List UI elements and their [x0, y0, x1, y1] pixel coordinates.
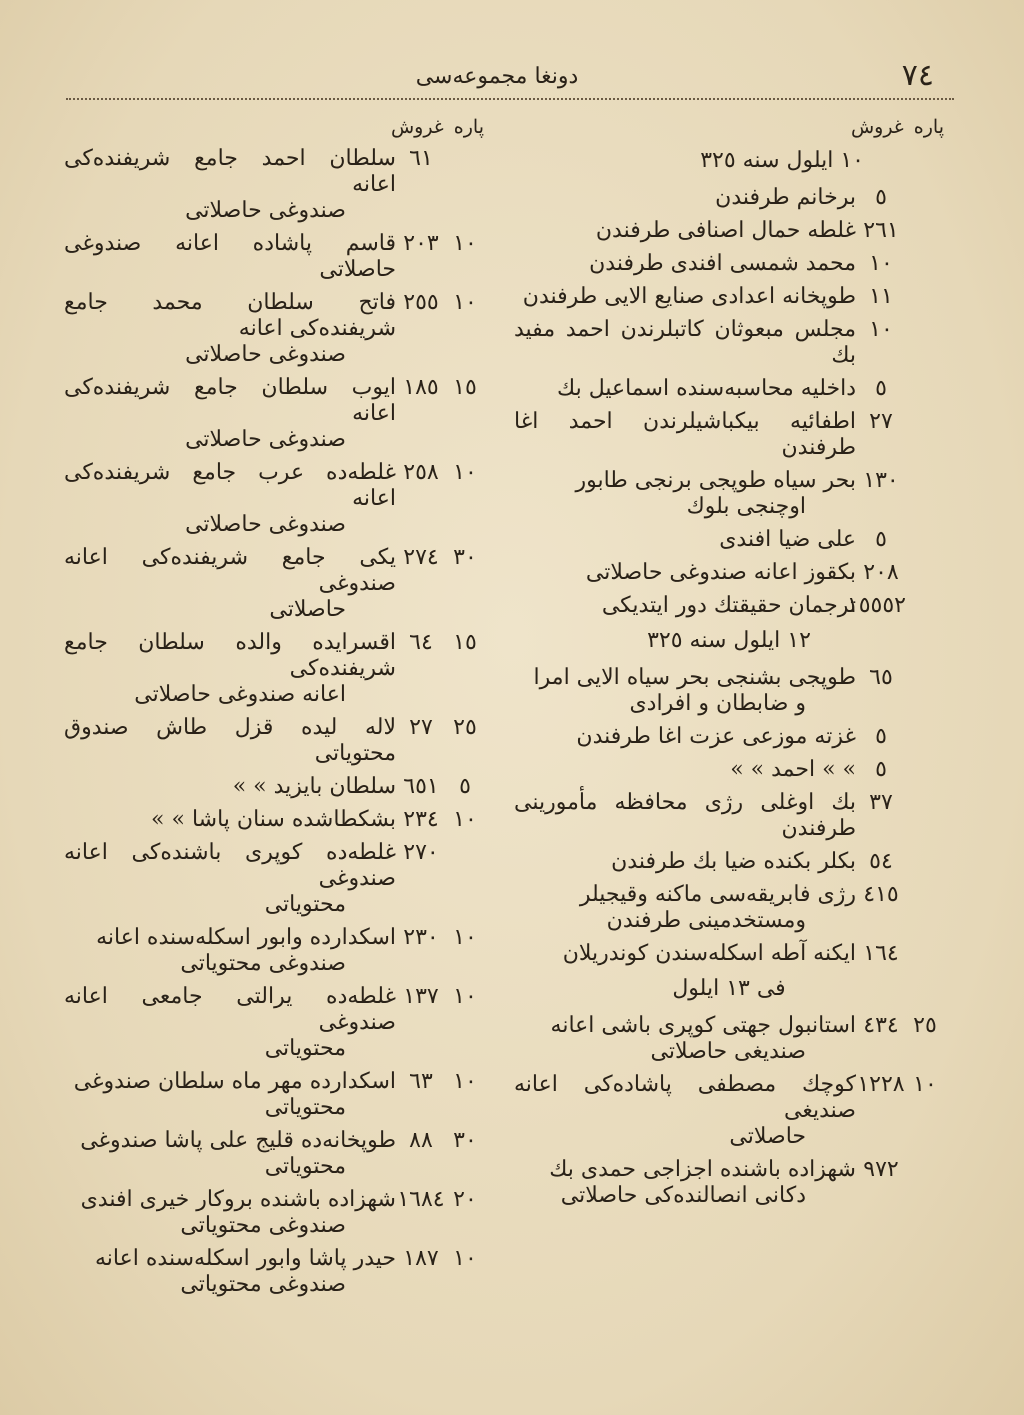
entry-description	[64, 290, 396, 368]
para-amount: ١٥	[453, 375, 477, 400]
kurus-amount: ٦٣	[409, 1069, 433, 1094]
entry-continuation: حاصلاتی	[269, 597, 346, 622]
kurus-amount: ١٣٠	[863, 468, 899, 493]
ledger-row	[514, 661, 944, 720]
entry-text: حیدر پاشا وابور اسکله‌سنده اعانه	[95, 1246, 396, 1271]
kurus-amount: ٦٥١	[403, 774, 439, 799]
para-amount	[906, 376, 944, 402]
entry-description	[514, 317, 856, 369]
entry-text: » » احمد » »	[730, 757, 856, 782]
entry-description	[64, 715, 396, 767]
ledger-row	[514, 372, 944, 405]
entry-text: اسکدارده وابور اسکله‌سنده اعانه	[96, 925, 396, 950]
para-amount: ٣٠	[453, 545, 477, 570]
entry-text: بك اوغلی رژی محافظه مأمورینی طرفندن	[514, 790, 856, 841]
ledger-row	[514, 720, 944, 753]
entry-description	[64, 807, 396, 833]
entry-text: طوپخانه‌ده قلیج علی پاشا صندوغی	[80, 1128, 396, 1153]
ledger-row	[514, 247, 944, 280]
entry-text: بکلر بکنده ضیا بك طرفندن	[611, 849, 856, 874]
entry-description	[514, 560, 856, 586]
kurus-amount: ٢٥٥	[403, 290, 439, 315]
entry-description	[514, 218, 856, 244]
kurus-amount: ٦١	[409, 146, 433, 171]
ledger-row	[514, 523, 944, 556]
entry-continuation: صندوغی حاصلاتی	[185, 512, 346, 537]
para-amount	[906, 757, 944, 783]
para-amount	[906, 527, 944, 553]
kurus-amount: ٢٠٨	[863, 560, 899, 585]
ledger-row	[514, 1153, 944, 1212]
entry-text: کوچك مصطفی پاشاده‌کی اعانه صندیغی	[514, 1072, 856, 1123]
entry-description	[514, 790, 856, 842]
kurus-amount: ٥	[875, 376, 887, 401]
para-amount	[906, 849, 944, 875]
entry-description	[514, 1157, 856, 1209]
ledger-row	[514, 313, 944, 372]
ledger-row	[514, 464, 944, 523]
para-amount: ١٠	[453, 984, 477, 1009]
ledger-row	[64, 371, 484, 456]
entry-continuation: محتویاتی	[264, 1154, 346, 1179]
entry-description	[64, 630, 396, 708]
entry-description	[64, 1187, 396, 1239]
ledger-row	[64, 456, 484, 541]
kurus-amount: ٥	[875, 757, 887, 782]
entry-description	[514, 468, 856, 520]
page-number: ٧٤	[901, 58, 934, 93]
entry-description	[514, 284, 856, 310]
ledger-row	[514, 214, 944, 247]
kurus-amount: ٢٠٣	[403, 231, 439, 256]
date-heading: ١٢ ايلول سنه ٣٢٥	[647, 628, 811, 653]
kurus-amount: ٣٧	[869, 790, 893, 815]
ledger-row	[64, 626, 484, 711]
para-amount	[906, 1157, 944, 1209]
kurus-amount: ٢٣٤	[403, 807, 439, 832]
para-amount	[906, 593, 944, 619]
kurus-amount: ٥	[875, 527, 887, 552]
entry-description	[64, 460, 396, 538]
entry-description	[514, 527, 856, 553]
entry-description	[514, 724, 856, 750]
entry-description	[64, 925, 396, 977]
kurus-amount: ٩٧٢	[863, 1157, 899, 1182]
entry-text: غلطه‌ده عرب جامع شریفنده‌کی اعانه	[64, 460, 396, 511]
para-amount	[906, 317, 944, 369]
entry-text: غلطه حمال اصنافی طرفندن	[595, 218, 856, 243]
entry-description	[514, 1013, 856, 1065]
left-column	[64, 112, 484, 1301]
entry-description	[514, 251, 856, 277]
kurus-amount: ١١	[869, 284, 893, 309]
para-amount: ١٠	[453, 460, 477, 485]
ledger-row	[514, 280, 944, 313]
ledger-row	[64, 286, 484, 371]
entry-text: اطفائیه بیکباشیلرندن احمد اغا طرفندن	[514, 409, 856, 460]
ledger-row	[514, 589, 944, 622]
kurus-amount: ١٦٨٤	[397, 1187, 445, 1212]
ledger-row	[514, 878, 944, 937]
ledger-row	[514, 753, 944, 786]
entry-text: سلطان احمد جامع شریفنده‌کی اعانه	[64, 146, 396, 197]
ledger-row	[514, 845, 944, 878]
entry-description	[64, 840, 396, 918]
ledger-row	[514, 405, 944, 464]
kurus-amount: ٢٧٠	[403, 840, 439, 865]
entry-continuation: اعانه صندوغی حاصلاتی	[134, 682, 346, 707]
para-amount	[906, 284, 944, 310]
right-column	[514, 112, 944, 1212]
column-header: پاره غروش	[390, 116, 484, 138]
kurus-amount: ٥٤	[869, 849, 893, 874]
entry-continuation: صندوغی حاصلاتی	[185, 198, 346, 223]
entry-text: برخانم طرفندن	[715, 185, 856, 210]
para-amount: ١٠	[913, 1072, 937, 1097]
kurus-amount: ٥	[875, 724, 887, 749]
para-amount	[906, 251, 944, 277]
ledger-row	[514, 786, 944, 845]
running-title: دونغا مجموعه‌سی	[415, 64, 579, 89]
para-amount	[906, 941, 944, 967]
entry-text: طوپجی بشنجی بحر سیاه الایی امرا	[533, 665, 856, 690]
entry-description	[514, 409, 856, 461]
entry-description	[64, 774, 396, 800]
ledger-row	[64, 142, 484, 227]
entry-description	[514, 849, 856, 875]
ledger-row	[64, 1065, 484, 1124]
entry-continuation: صندوغی حاصلاتی	[185, 427, 346, 452]
ledger-row	[64, 227, 484, 286]
kurus-amount: ٦٤	[409, 630, 433, 655]
entry-text: سلطان بایزید » »	[232, 774, 396, 799]
entry-description	[514, 185, 856, 211]
para-amount: ١٠	[453, 1246, 477, 1271]
entry-text: داخلیه محاسبه‌سنده اسماعیل بك	[557, 376, 856, 401]
entry-text: ترجمان حقیقتك دور ایتدیکی	[601, 593, 856, 618]
entry-continuation: صندوغی حاصلاتی	[185, 342, 346, 367]
kurus-amount: ١٣٧	[403, 984, 439, 1009]
ledger-row	[64, 770, 484, 803]
entry-description	[64, 984, 396, 1062]
para-amount	[906, 724, 944, 750]
kurus-amount: ١٦٤	[863, 941, 899, 966]
entry-text: استانبول جهتی کوپری باشی اعانه	[550, 1013, 856, 1038]
kurus-amount: ٢٧	[409, 715, 433, 740]
entry-continuation: دکانی انصالنده‌کی حاصلاتی	[560, 1183, 806, 1208]
entry-text: طوپخانه اعدادی صنایع الایی طرفندن	[522, 284, 856, 309]
ledger-row	[64, 1124, 484, 1183]
kurus-amount: ٢٥٨	[403, 460, 439, 485]
entry-description	[514, 941, 856, 967]
para-amount	[906, 218, 944, 244]
para-amount: ١٥	[453, 630, 477, 655]
date-heading: ١٠ ايلول سنه ٣٢٥	[700, 148, 864, 173]
entry-text: شهزاده باشنده اجزاجی حمدی بك	[549, 1157, 856, 1182]
entry-description	[514, 1072, 856, 1150]
para-amount	[906, 185, 944, 211]
entry-continuation: صندوغی محتویاتی	[180, 1272, 346, 1297]
entry-continuation: صندوغی محتویاتی	[180, 951, 346, 976]
ledger-row	[64, 1242, 484, 1301]
entry-description	[64, 146, 396, 224]
kurus-amount: ٢٦١	[863, 218, 899, 243]
entry-text: اقسرایده والده سلطان جامع شریفنده‌کی	[64, 630, 396, 681]
entry-text: بحر سیاه طوپجی برنجی طابور	[575, 468, 856, 493]
header-rule	[66, 98, 954, 100]
ledger-row	[514, 1068, 944, 1153]
entry-continuation: محتویاتی	[264, 1036, 346, 1061]
ledger-row	[64, 541, 484, 626]
para-amount	[906, 882, 944, 934]
ledger-row	[514, 556, 944, 589]
entry-description	[514, 882, 856, 934]
entry-text: غلطه‌ده کوپری باشنده‌کی اعانه صندوغی	[64, 840, 396, 891]
para-amount: ٢٥	[913, 1013, 937, 1038]
para-amount	[446, 146, 484, 224]
ledger-row	[64, 711, 484, 770]
entry-text: شهزاده باشنده بروکار خیری افندی	[80, 1187, 396, 1212]
kurus-amount: ١٠	[869, 251, 893, 276]
kurus-amount: ٨٨	[409, 1128, 433, 1153]
para-amount: ١٠	[453, 290, 477, 315]
kurus-amount: ١٠	[869, 317, 893, 342]
entry-text: رژی فابریقه‌سی ماکنه وقیجیلر	[579, 882, 856, 907]
kurus-amount: ٥	[875, 185, 887, 210]
entry-description	[64, 1069, 396, 1121]
column-header: پاره غروش	[850, 116, 944, 138]
para-amount: ١٠	[453, 807, 477, 832]
entry-continuation: محتویاتی	[264, 892, 346, 917]
kurus-amount: ١٨٥	[403, 375, 439, 400]
para-amount	[446, 840, 484, 918]
entry-description	[514, 757, 856, 783]
para-amount	[906, 790, 944, 842]
entry-text: غلطه‌ده یرالتی جامعی اعانه صندوغی	[64, 984, 396, 1035]
para-amount	[906, 409, 944, 461]
entry-description	[64, 375, 396, 453]
entry-continuation: محتویاتی	[264, 1095, 346, 1120]
para-amount: ١٠	[453, 1069, 477, 1094]
entry-text: فاتح سلطان محمد جامع شریفنده‌کی اعانه	[64, 290, 396, 341]
para-amount: ١٠	[453, 925, 477, 950]
entry-text: لاله لیده قزل طاش صندوق محتویاتی	[64, 715, 396, 766]
kurus-amount: ١٨٧	[403, 1246, 439, 1271]
kurus-amount: ٤١٥	[863, 882, 899, 907]
ledger-row	[64, 921, 484, 980]
entry-text: غزته موزعی عزت اغا طرفندن	[576, 724, 856, 749]
entry-continuation: صندوغی محتویاتی	[180, 1213, 346, 1238]
ledger-row	[64, 980, 484, 1065]
entry-text: بکقوز اعانه صندوغی حاصلاتی	[585, 560, 856, 585]
para-amount: ٢٠	[453, 1187, 477, 1212]
entry-text: ایکنه آطه اسکله‌سندن کوندریلان	[562, 941, 856, 966]
entry-description	[64, 545, 396, 623]
ledger-row	[514, 1009, 944, 1068]
entry-description	[514, 593, 856, 619]
entry-continuation: صندیغی حاصلاتی	[650, 1039, 806, 1064]
entry-continuation: ومستخدمینی طرفندن	[606, 908, 806, 933]
kurus-amount: ٢٧٤	[403, 545, 439, 570]
entry-text: مجلس مبعوثان کاتبلرندن احمد مفید بك	[514, 317, 856, 368]
kurus-amount: ٤٣٤	[863, 1013, 899, 1038]
para-amount	[906, 665, 944, 717]
entry-description	[514, 376, 856, 402]
page-header	[60, 58, 934, 98]
kurus-amount: ١٢٢٨	[857, 1072, 905, 1097]
kurus-amount: ٦٥	[869, 665, 893, 690]
entry-description	[64, 1246, 396, 1298]
para-amount	[906, 560, 944, 586]
kurus-amount: ٢٧	[869, 409, 893, 434]
date-heading: فی ١٣ ايلول	[672, 976, 786, 1001]
entry-description	[64, 231, 396, 283]
entry-continuation: و ضابطان و افرادی	[629, 691, 806, 716]
kurus-amount: ٢٣٠	[403, 925, 439, 950]
entry-text: یکی جامع شریفنده‌کی اعانه صندوغی	[64, 545, 396, 596]
entry-continuation: حاصلاتی	[729, 1124, 806, 1149]
kurus-amount: ١٥٥٥٢	[846, 593, 906, 618]
entry-text: قاسم پاشاده اعانه صندوغی حاصلاتی	[64, 231, 396, 282]
para-amount: ٥	[459, 774, 471, 799]
para-amount: ٢٥	[453, 715, 477, 740]
entry-text: ایوب سلطان جامع شریفنده‌کی اعانه	[64, 375, 396, 426]
entry-continuation: اوچنجی بلوك	[686, 494, 806, 519]
para-amount	[906, 468, 944, 520]
entry-description	[64, 1128, 396, 1180]
ledger-row	[64, 803, 484, 836]
entry-text: محمد شمسی افندی طرفندن	[589, 251, 856, 276]
ledger-row	[64, 1183, 484, 1242]
ledger-row	[64, 836, 484, 921]
entry-text: علی ضیا افندی	[719, 527, 856, 552]
ledger-row	[514, 937, 944, 970]
entry-description	[514, 665, 856, 717]
para-amount: ٣٠	[453, 1128, 477, 1153]
ledger-row	[514, 181, 944, 214]
entry-text: بشکطاشده سنان پاشا » »	[151, 807, 396, 832]
entry-text: اسکدارده مهر ماه سلطان صندوغی	[73, 1069, 396, 1094]
para-amount: ١٠	[453, 231, 477, 256]
